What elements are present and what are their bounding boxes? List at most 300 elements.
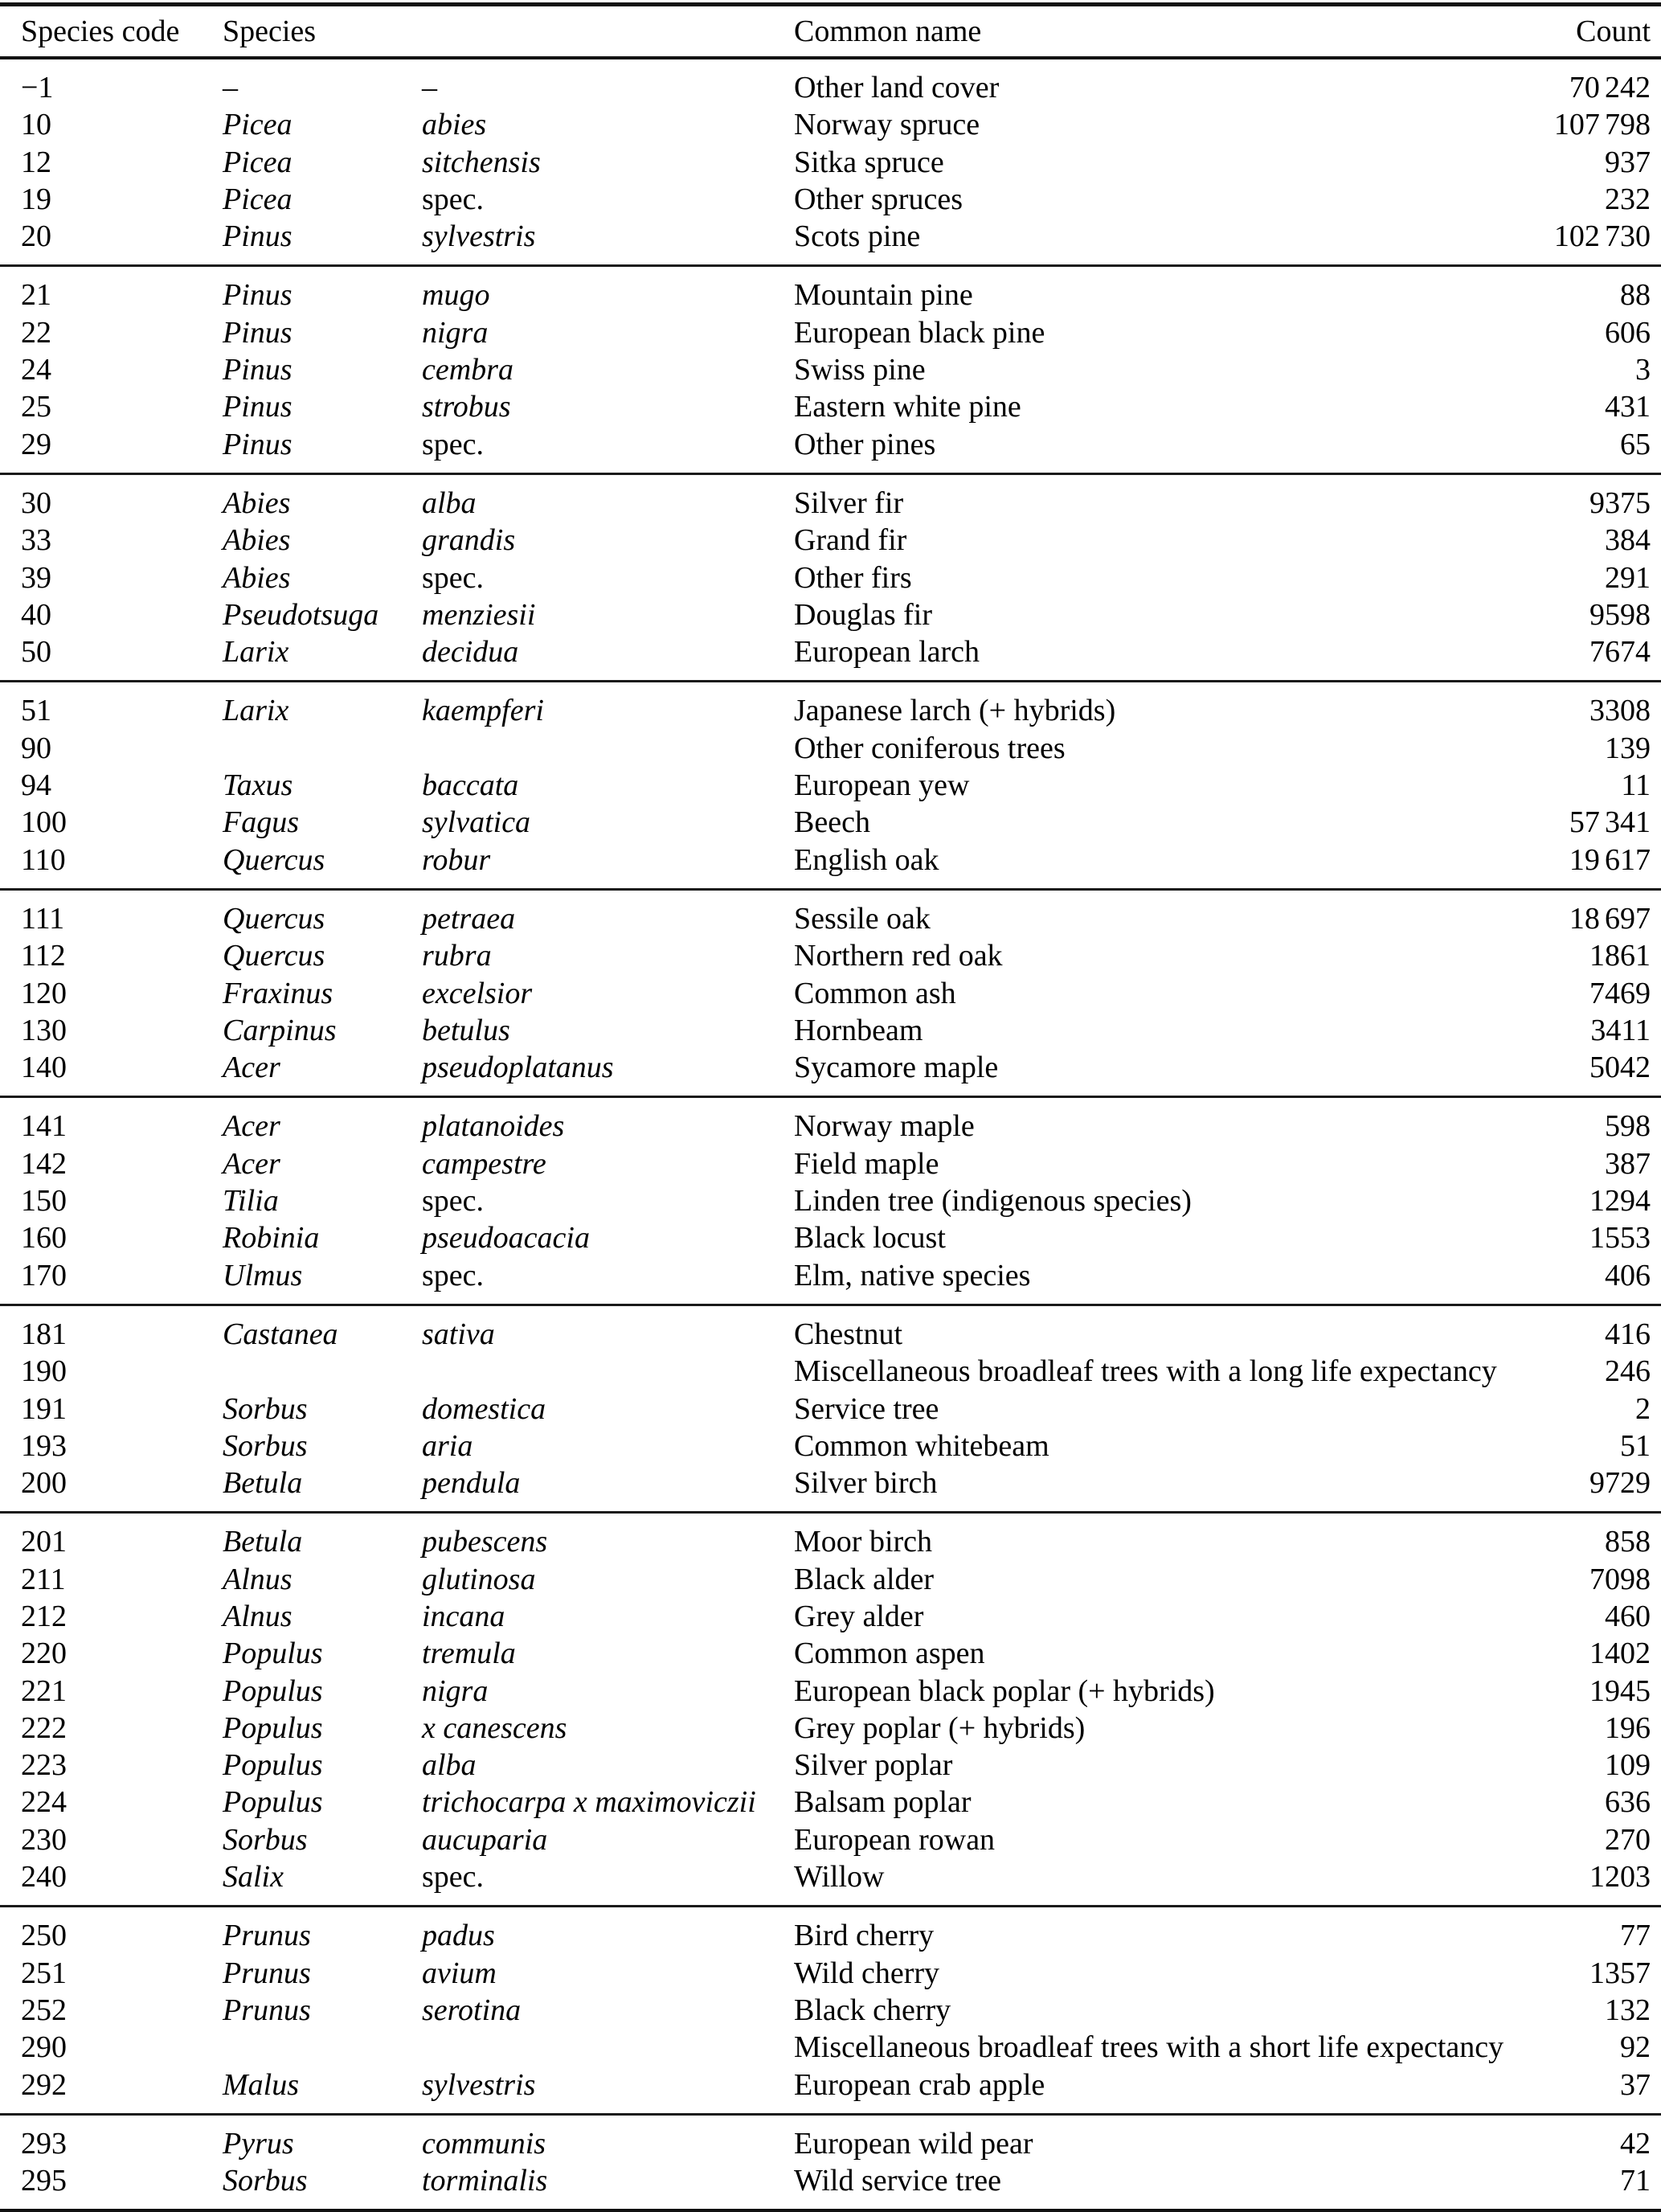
species-epithet-cell: domestica <box>422 1391 546 1426</box>
species-epithet-cell: padus <box>422 1919 495 1953</box>
genus-cell: – <box>223 71 238 104</box>
common-name-cell: Sycamore maple <box>794 1051 999 1085</box>
count-cell: 7674 <box>1589 635 1651 670</box>
species-group <box>0 59 1661 264</box>
table-row <box>0 1917 1661 1954</box>
species-code-cell: 293 <box>21 2126 67 2161</box>
table-row <box>0 900 1661 937</box>
count-cell: 71 <box>1620 2164 1651 2198</box>
common-name-cell: European wild pear <box>794 2126 1033 2161</box>
species-code-cell: 24 <box>21 353 51 387</box>
species-epithet-cell: x canescens <box>422 1710 567 1745</box>
table-bottom-rule <box>0 2209 1661 2212</box>
species-code-cell: 251 <box>21 1956 67 1990</box>
species-epithet-cell: decidua <box>422 635 519 670</box>
common-name-cell: Black cherry <box>794 1993 951 2027</box>
common-name-cell: Linden tree (indigenous species) <box>794 1184 1192 1219</box>
count-cell: 5042 <box>1589 1051 1651 1085</box>
count-cell: 598 <box>1605 1109 1651 1144</box>
genus-cell: Quercus <box>223 842 325 877</box>
genus-cell: Fraxinus <box>223 976 333 1010</box>
species-code-cell: 39 <box>21 560 51 595</box>
species-code-cell: 10 <box>21 108 51 142</box>
common-name-cell: Common aspen <box>794 1636 985 1671</box>
genus-cell: Pseudotsuga <box>223 597 379 632</box>
species-code-cell: 94 <box>21 768 51 803</box>
genus-cell: Acer <box>223 1109 280 1144</box>
species-epithet-cell: sylvatica <box>422 805 531 840</box>
count-cell: 88 <box>1620 278 1651 313</box>
species-code-cell: 19 <box>21 182 51 216</box>
species-code-cell: 150 <box>21 1184 67 1219</box>
table-row <box>0 975 1661 1012</box>
table-row <box>0 181 1661 218</box>
genus-cell: Prunus <box>223 1919 311 1953</box>
common-name-cell: European yew <box>794 768 970 803</box>
genus-cell: Fagus <box>223 805 299 840</box>
common-name-cell: European black pine <box>794 315 1045 350</box>
species-epithet-cell: pseudoacacia <box>422 1221 590 1256</box>
species-code-cell: 190 <box>21 1354 67 1389</box>
common-name-cell: Norway maple <box>794 1109 975 1144</box>
species-epithet-cell: communis <box>422 2126 546 2161</box>
table-row <box>0 2067 1661 2103</box>
species-group <box>0 2116 1661 2210</box>
genus-cell: Salix <box>223 1860 284 1895</box>
common-name-cell: Common ash <box>794 976 956 1010</box>
species-epithet-cell: serotina <box>422 1993 522 2027</box>
count-cell: 9729 <box>1589 1466 1651 1501</box>
count-cell: 51 <box>1620 1428 1651 1463</box>
genus-cell: Pyrus <box>223 2126 294 2161</box>
species-code-cell: 40 <box>21 597 51 632</box>
species-code-cell: 120 <box>21 976 67 1010</box>
species-epithet-cell: aucuparia <box>422 1822 548 1857</box>
species-epithet-cell: strobus <box>422 390 511 424</box>
table-row <box>0 804 1661 841</box>
species-group <box>0 475 1661 680</box>
species-code-cell: 290 <box>21 2030 67 2065</box>
species-group <box>0 682 1661 887</box>
species-code-cell: 51 <box>21 694 51 728</box>
table-row <box>0 937 1661 974</box>
species-epithet-cell: pubescens <box>422 1525 548 1559</box>
common-name-cell: European crab apple <box>794 2067 1045 2102</box>
species-epithet-cell: pendula <box>422 1466 521 1501</box>
genus-cell: Larix <box>223 694 289 728</box>
count-cell: 416 <box>1605 1317 1651 1351</box>
common-name-cell: Silver birch <box>794 1466 938 1501</box>
species-code-cell: 230 <box>21 1822 67 1857</box>
species-epithet-cell: glutinosa <box>422 1562 536 1596</box>
count-cell: 139 <box>1605 731 1651 765</box>
table-row <box>0 426 1661 463</box>
count-cell: 246 <box>1605 1354 1651 1389</box>
count-cell: 7098 <box>1589 1562 1651 1596</box>
table-row <box>0 559 1661 596</box>
common-name-cell: European larch <box>794 635 980 670</box>
species-code-cell: 223 <box>21 1748 67 1783</box>
species-group <box>0 891 1661 1096</box>
count-cell: 3411 <box>1590 1013 1651 1047</box>
genus-cell: Pinus <box>223 353 293 387</box>
species-epithet-cell: platanoides <box>422 1109 565 1144</box>
count-cell: 57 341 <box>1569 805 1651 840</box>
species-code-cell: 130 <box>21 1013 67 1047</box>
genus-cell: Prunus <box>223 1993 311 2027</box>
species-epithet-cell: grandis <box>422 523 516 558</box>
species-code-cell: 112 <box>21 939 66 973</box>
count-cell: 109 <box>1605 1748 1651 1783</box>
species-code-cell: 211 <box>21 1562 66 1596</box>
genus-cell: Populus <box>223 1785 323 1820</box>
count-cell: 2 <box>1635 1391 1651 1426</box>
species-group <box>0 1098 1661 1303</box>
count-cell: 291 <box>1605 560 1651 595</box>
genus-cell: Abies <box>223 523 291 558</box>
species-code-cell: 22 <box>21 315 51 350</box>
table-row <box>0 144 1661 181</box>
genus-cell: Sorbus <box>223 1822 308 1857</box>
species-epithet-cell: robur <box>422 842 491 877</box>
table-row <box>0 1464 1661 1501</box>
species-epithet-cell: spec. <box>422 1258 485 1292</box>
common-name-cell: Wild service tree <box>794 2164 1002 2198</box>
genus-cell: Robinia <box>223 1221 320 1256</box>
genus-cell: Picea <box>223 108 293 142</box>
table-row <box>0 1219 1661 1256</box>
species-code-cell: 200 <box>21 1466 67 1501</box>
genus-cell: Acer <box>223 1051 280 1085</box>
table-row <box>0 1012 1661 1049</box>
count-cell: 65 <box>1620 427 1651 461</box>
species-epithet-cell: nigra <box>422 315 489 350</box>
count-cell: 1203 <box>1589 1860 1651 1895</box>
species-code-cell: 295 <box>21 2164 67 2198</box>
species-epithet-cell: spec. <box>422 427 485 461</box>
table-row <box>0 218 1661 255</box>
species-code-cell: 140 <box>21 1051 67 1085</box>
table-row <box>0 1316 1661 1353</box>
species-code-cell: 142 <box>21 1146 67 1181</box>
table-row <box>0 1428 1661 1464</box>
count-cell: 1357 <box>1589 1956 1651 1990</box>
species-code-cell: 25 <box>21 390 51 424</box>
species-code-cell: 220 <box>21 1636 67 1671</box>
table-row <box>0 1049 1661 1086</box>
species-code-cell: 240 <box>21 1860 67 1895</box>
common-name-cell: Douglas fir <box>794 597 933 632</box>
species-code-cell: 201 <box>21 1525 67 1559</box>
genus-cell: Pinus <box>223 278 293 313</box>
count-cell: 636 <box>1605 1785 1651 1820</box>
genus-cell: Populus <box>223 1748 323 1783</box>
table-row <box>0 2029 1661 2066</box>
genus-cell: Alnus <box>223 1599 293 1633</box>
header-count: Count <box>1576 14 1651 48</box>
header-species: Species <box>223 14 317 48</box>
species-code-cell: 33 <box>21 523 51 558</box>
count-cell: 232 <box>1605 182 1651 216</box>
common-name-cell: Silver fir <box>794 485 904 520</box>
species-epithet-cell: spec. <box>422 182 485 216</box>
table-row <box>0 314 1661 351</box>
count-cell: 18 697 <box>1569 901 1651 936</box>
count-cell: 37 <box>1620 2067 1651 2102</box>
count-cell: 9375 <box>1589 485 1651 520</box>
species-epithet-cell: incana <box>422 1599 505 1633</box>
table-row <box>0 1992 1661 2029</box>
table-row <box>0 1821 1661 1858</box>
species-code-cell: 222 <box>21 1710 67 1745</box>
table-row <box>0 1635 1661 1672</box>
species-code-cell: 252 <box>21 1993 67 2027</box>
count-cell: 270 <box>1605 1822 1651 1857</box>
header-species-code: Species code <box>21 14 180 48</box>
table-row <box>0 596 1661 633</box>
count-cell: 1402 <box>1589 1636 1651 1671</box>
count-cell: 7469 <box>1589 976 1651 1010</box>
species-epithet-cell: rubra <box>422 939 492 973</box>
count-cell: 606 <box>1605 315 1651 350</box>
common-name-cell: Bird cherry <box>794 1919 935 1953</box>
species-code-cell: −1 <box>21 71 54 104</box>
common-name-cell: Grey alder <box>794 1599 924 1633</box>
species-code-cell: 181 <box>21 1317 67 1351</box>
species-code-cell: 110 <box>21 842 66 877</box>
table-row <box>0 1784 1661 1821</box>
table-row <box>0 692 1661 729</box>
common-name-cell: Swiss pine <box>794 353 926 387</box>
species-epithet-cell: aria <box>422 1428 473 1463</box>
table-row <box>0 1955 1661 1992</box>
header-common-name: Common name <box>794 14 982 48</box>
table-row <box>0 1598 1661 1635</box>
species-group <box>0 267 1661 472</box>
species-epithet-cell: tremula <box>422 1636 516 1671</box>
species-epithet-cell: campestre <box>422 1146 546 1181</box>
species-epithet-cell: alba <box>422 1748 477 1783</box>
common-name-cell: European rowan <box>794 1822 996 1857</box>
genus-cell: Carpinus <box>223 1013 337 1047</box>
genus-cell: Pinus <box>223 219 293 254</box>
count-cell: 77 <box>1620 1919 1651 1953</box>
table-header-row <box>0 6 1661 56</box>
species-epithet-cell: excelsior <box>422 976 533 1010</box>
count-cell: 384 <box>1605 523 1651 558</box>
species-epithet-cell: sylvestris <box>422 2067 536 2102</box>
genus-cell: Larix <box>223 635 289 670</box>
species-epithet-cell: torminalis <box>422 2164 548 2198</box>
genus-cell: Pinus <box>223 315 293 350</box>
species-code-cell: 29 <box>21 427 51 461</box>
genus-cell: Malus <box>223 2067 299 2102</box>
species-code-cell: 90 <box>21 731 51 765</box>
species-code-cell: 30 <box>21 485 51 520</box>
genus-cell: Pinus <box>223 427 293 461</box>
genus-cell: Betula <box>223 1466 303 1501</box>
species-group <box>0 1306 1661 1511</box>
count-cell: 3 <box>1635 353 1651 387</box>
species-code-cell: 292 <box>21 2067 67 2102</box>
table-body <box>0 59 1661 2209</box>
genus-cell: Sorbus <box>223 1428 308 1463</box>
species-group <box>0 1907 1661 2112</box>
count-cell: 460 <box>1605 1599 1651 1633</box>
table-row <box>0 388 1661 425</box>
common-name-cell: Service tree <box>794 1391 939 1426</box>
genus-cell: Quercus <box>223 939 325 973</box>
common-name-cell: Chestnut <box>794 1317 903 1351</box>
genus-cell: Populus <box>223 1673 323 1708</box>
genus-cell: Populus <box>223 1710 323 1745</box>
common-name-cell: Sitka spruce <box>794 145 944 179</box>
common-name-cell: Norway spruce <box>794 108 980 142</box>
count-cell: 1553 <box>1589 1221 1651 1256</box>
table-row <box>0 1257 1661 1294</box>
species-epithet-cell: spec. <box>422 1860 485 1895</box>
species-epithet-cell: alba <box>422 485 477 520</box>
count-cell: 387 <box>1605 1146 1651 1181</box>
table-row <box>0 767 1661 804</box>
count-cell: 132 <box>1605 1993 1651 2027</box>
species-code-cell: 21 <box>21 278 51 313</box>
species-code-cell: 100 <box>21 805 67 840</box>
table-row <box>0 1858 1661 1895</box>
table-row <box>0 69 1661 106</box>
table-row <box>0 1747 1661 1784</box>
species-epithet-cell: kaempferi <box>422 694 544 728</box>
species-code-cell: 20 <box>21 219 51 254</box>
common-name-cell: Moor birch <box>794 1525 933 1559</box>
common-name-cell: Elm, native species <box>794 1258 1031 1292</box>
common-name-cell: Other coniferous trees <box>794 731 1066 765</box>
genus-cell: Prunus <box>223 1956 311 1990</box>
species-code-cell: 141 <box>21 1109 67 1144</box>
species-code-cell: 221 <box>21 1673 67 1708</box>
count-cell: 107 798 <box>1553 108 1651 142</box>
species-epithet-cell: – <box>422 71 437 104</box>
species-epithet-cell: betulus <box>422 1013 510 1047</box>
species-epithet-cell: avium <box>422 1956 497 1990</box>
common-name-cell: Black locust <box>794 1221 946 1256</box>
genus-cell: Picea <box>223 145 293 179</box>
species-code-cell: 250 <box>21 1919 67 1953</box>
table-row <box>0 1353 1661 1390</box>
count-cell: 19 617 <box>1569 842 1651 877</box>
common-name-cell: Mountain pine <box>794 278 973 313</box>
genus-cell: Tilia <box>223 1184 279 1219</box>
table-row <box>0 842 1661 879</box>
common-name-cell: Beech <box>794 805 870 840</box>
species-epithet-cell: sitchensis <box>422 145 541 179</box>
count-cell: 102 730 <box>1553 219 1651 254</box>
genus-cell: Sorbus <box>223 1391 308 1426</box>
count-cell: 1861 <box>1589 939 1651 973</box>
species-epithet-cell: sativa <box>422 1317 495 1351</box>
species-epithet-cell: trichocarpa x maximoviczii <box>422 1785 756 1820</box>
common-name-cell: European black poplar (+ hybrids) <box>794 1673 1215 1708</box>
genus-cell: Quercus <box>223 901 325 936</box>
table-row <box>0 2162 1661 2199</box>
table-row <box>0 2125 1661 2162</box>
species-epithet-cell: spec. <box>422 1184 485 1219</box>
species-epithet-cell: baccata <box>422 768 519 803</box>
species-code-cell: 12 <box>21 145 51 179</box>
species-code-cell: 160 <box>21 1221 67 1256</box>
count-cell: 196 <box>1605 1710 1651 1745</box>
common-name-cell: Eastern white pine <box>794 390 1021 424</box>
count-cell: 42 <box>1620 2126 1651 2161</box>
genus-cell: Castanea <box>223 1317 338 1351</box>
common-name-cell: Wild cherry <box>794 1956 940 1990</box>
genus-cell: Pinus <box>223 390 293 424</box>
genus-cell: Alnus <box>223 1562 293 1596</box>
common-name-cell: Miscellaneous broadleaf trees with a short life expectancy <box>794 2030 1504 2065</box>
common-name-cell: Grey poplar (+ hybrids) <box>794 1710 1086 1745</box>
table-row <box>0 106 1661 143</box>
count-cell: 431 <box>1605 390 1651 424</box>
common-name-cell: Black alder <box>794 1562 935 1596</box>
species-epithet-cell: mugo <box>422 278 490 313</box>
common-name-cell: Miscellaneous broadleaf trees with a long life expectancy <box>794 1354 1497 1389</box>
table-row <box>0 351 1661 388</box>
common-name-cell: Balsam poplar <box>794 1785 972 1820</box>
table-row <box>0 633 1661 670</box>
count-cell: 1294 <box>1589 1184 1651 1219</box>
count-cell: 9598 <box>1589 597 1651 632</box>
genus-cell: Betula <box>223 1525 303 1559</box>
table-row <box>0 1108 1661 1145</box>
common-name-cell: Field maple <box>794 1146 939 1181</box>
genus-cell: Abies <box>223 485 291 520</box>
table-row <box>0 1182 1661 1219</box>
table-row <box>0 1391 1661 1428</box>
common-name-cell: Other firs <box>794 560 912 595</box>
table-row <box>0 1710 1661 1747</box>
count-cell: 3308 <box>1589 694 1651 728</box>
count-cell: 1945 <box>1589 1673 1651 1708</box>
table-row <box>0 1673 1661 1710</box>
species-epithet-cell: spec. <box>422 560 485 595</box>
table-row <box>0 485 1661 522</box>
species-epithet-cell: petraea <box>422 901 516 936</box>
species-epithet-cell: menziesii <box>422 597 536 632</box>
species-epithet-cell: abies <box>422 108 487 142</box>
species-epithet-cell: sylvestris <box>422 219 536 254</box>
species-epithet-cell: nigra <box>422 1673 489 1708</box>
species-code-cell: 193 <box>21 1428 67 1463</box>
common-name-cell: Silver poplar <box>794 1748 953 1783</box>
common-name-cell: Other pines <box>794 427 936 461</box>
table-row <box>0 1523 1661 1560</box>
genus-cell: Taxus <box>223 768 293 803</box>
count-cell: 11 <box>1621 768 1651 803</box>
species-code-cell: 224 <box>21 1785 67 1820</box>
table-row <box>0 1145 1661 1182</box>
species-code-cell: 170 <box>21 1258 67 1292</box>
table-row <box>0 276 1661 313</box>
common-name-cell: Other land cover <box>794 71 1000 104</box>
species-code-cell: 50 <box>21 635 51 670</box>
count-cell: 70 242 <box>1569 71 1651 104</box>
count-cell: 406 <box>1605 1258 1651 1292</box>
genus-cell: Populus <box>223 1636 323 1671</box>
table-row <box>0 730 1661 767</box>
common-name-cell: Common whitebeam <box>794 1428 1049 1463</box>
table-row <box>0 1561 1661 1598</box>
genus-cell: Acer <box>223 1146 280 1181</box>
